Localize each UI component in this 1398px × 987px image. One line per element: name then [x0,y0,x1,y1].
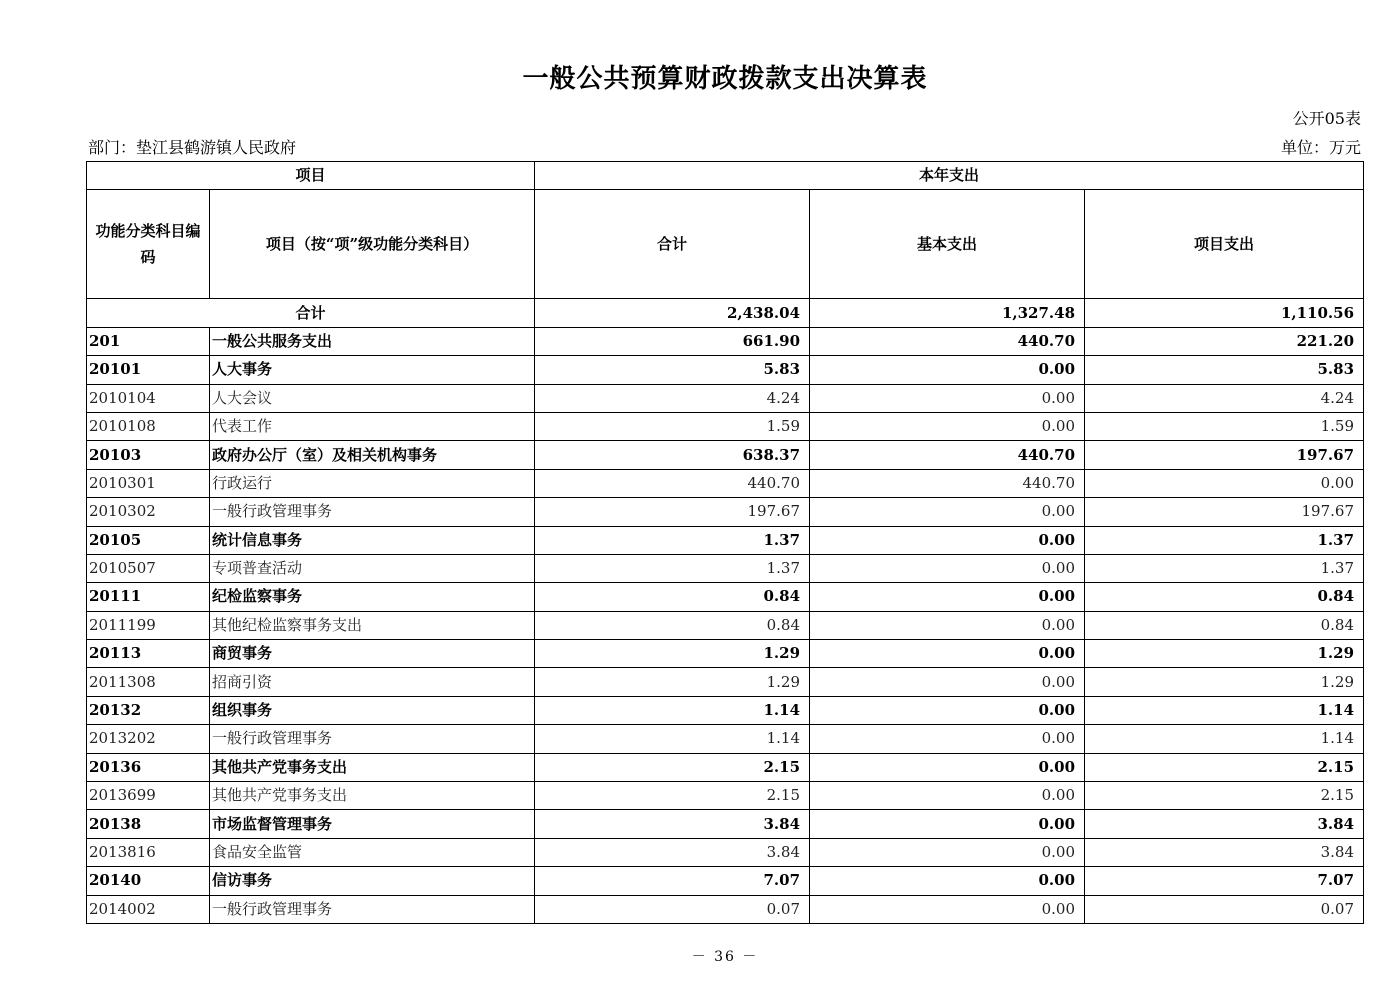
row-basic: 0.00 [810,753,1085,781]
row-total: 1.59 [535,412,810,440]
table-row [87,498,1364,526]
row-basic: 0.00 [810,696,1085,724]
row-total: 2.15 [535,753,810,781]
row-name: 招商引资 [210,668,535,696]
row-project: 0.00 [1085,469,1364,497]
row-code: 2010507 [87,554,210,582]
row-code: 201 [87,327,210,355]
row-name: 市场监督管理事务 [210,810,535,838]
row-basic: 0.00 [810,583,1085,611]
row-basic: 0.00 [810,412,1085,440]
row-project: 5.83 [1085,356,1364,384]
row-project: 7.07 [1085,867,1364,895]
row-project: 0.84 [1085,583,1364,611]
row-code: 20138 [87,810,210,838]
table-row [87,725,1364,753]
table-row [87,753,1364,781]
table-row [87,356,1364,384]
table-row [87,696,1364,724]
header-year-expense: 本年支出 [535,162,1364,190]
table-row [87,611,1364,639]
header-total: 合计 [535,190,810,299]
row-code: 20136 [87,753,210,781]
row-project: 221.20 [1085,327,1364,355]
table-row [87,384,1364,412]
row-total: 5.83 [535,356,810,384]
row-total: 661.90 [535,327,810,355]
row-basic: 0.00 [810,895,1085,923]
row-total: 440.70 [535,469,810,497]
row-basic: 0.00 [810,498,1085,526]
row-code: 2013202 [87,725,210,753]
row-basic: 0.00 [810,867,1085,895]
row-basic: 0.00 [810,356,1085,384]
row-project: 1.59 [1085,412,1364,440]
row-name: 行政运行 [210,469,535,497]
row-basic: 0.00 [810,384,1085,412]
row-name: 信访事务 [210,867,535,895]
row-total: 0.84 [535,583,810,611]
row-project: 0.07 [1085,895,1364,923]
row-basic: 0.00 [810,640,1085,668]
total-basic: 1,327.48 [810,299,1085,327]
row-basic: 440.70 [810,469,1085,497]
header-name: 项目（按“项”级功能分类科目） [210,190,535,299]
row-basic: 0.00 [810,810,1085,838]
row-code: 2010104 [87,384,210,412]
row-total: 1.14 [535,696,810,724]
page-number: － 36 － [691,949,759,965]
row-total: 1.29 [535,640,810,668]
row-code: 20101 [87,356,210,384]
header-project-expense: 项目支出 [1085,190,1364,299]
row-name: 统计信息事务 [210,526,535,554]
row-basic: 0.00 [810,725,1085,753]
table-row [87,526,1364,554]
row-code: 20113 [87,640,210,668]
row-code: 2011308 [87,668,210,696]
form-number: 公开05表 [1292,109,1361,128]
row-project: 2.15 [1085,782,1364,810]
row-total: 4.24 [535,384,810,412]
row-name: 食品安全监管 [210,838,535,866]
row-project: 3.84 [1085,838,1364,866]
row-total: 638.37 [535,441,810,469]
row-code: 2010302 [87,498,210,526]
row-code: 2013816 [87,838,210,866]
row-basic: 0.00 [810,838,1085,866]
total-label: 合计 [87,299,535,327]
row-code: 20111 [87,583,210,611]
row-project: 197.67 [1085,441,1364,469]
row-name: 一般公共服务支出 [210,327,535,355]
row-project: 2.15 [1085,753,1364,781]
table-row [87,838,1364,866]
header-project-group: 项目 [87,162,535,190]
row-basic: 0.00 [810,526,1085,554]
row-total: 7.07 [535,867,810,895]
table-row [87,327,1364,355]
row-project: 1.29 [1085,668,1364,696]
row-name: 商贸事务 [210,640,535,668]
row-project: 1.37 [1085,554,1364,582]
row-code: 2011199 [87,611,210,639]
table-row [87,895,1364,923]
row-total: 3.84 [535,838,810,866]
row-basic: 0.00 [810,554,1085,582]
row-total: 2.15 [535,782,810,810]
department-label: 部门：垫江县鹤游镇人民政府 [88,138,297,157]
row-code: 20140 [87,867,210,895]
row-code: 2010301 [87,469,210,497]
row-total: 1.29 [535,668,810,696]
row-basic: 0.00 [810,668,1085,696]
row-name: 其他纪检监察事务支出 [210,611,535,639]
header-basic: 基本支出 [810,190,1085,299]
row-name: 代表工作 [210,412,535,440]
row-project: 3.84 [1085,810,1364,838]
row-project: 1.29 [1085,640,1364,668]
table-row [87,469,1364,497]
row-total: 0.84 [535,611,810,639]
unit-label: 单位：万元 [1280,138,1361,157]
row-basic: 0.00 [810,611,1085,639]
row-total: 0.07 [535,895,810,923]
table-row [87,412,1364,440]
row-name: 政府办公厅（室）及相关机构事务 [210,441,535,469]
table-row [87,810,1364,838]
row-code: 2013699 [87,782,210,810]
row-project: 1.37 [1085,526,1364,554]
row-name: 一般行政管理事务 [210,725,535,753]
document-title: 一般公共预算财政拨款支出决算表 [522,64,928,94]
row-name: 专项普查活动 [210,554,535,582]
row-name: 人大事务 [210,356,535,384]
row-basic: 440.70 [810,327,1085,355]
row-basic: 0.00 [810,782,1085,810]
table-row [87,867,1364,895]
table-row [87,441,1364,469]
row-project: 1.14 [1085,725,1364,753]
row-code: 20105 [87,526,210,554]
row-code: 20132 [87,696,210,724]
header-row-2 [87,190,1364,299]
row-total: 1.37 [535,526,810,554]
row-name: 其他共产党事务支出 [210,753,535,781]
row-project: 4.24 [1085,384,1364,412]
row-project: 1.14 [1085,696,1364,724]
total-row [87,299,1364,327]
row-name: 一般行政管理事务 [210,498,535,526]
row-total: 197.67 [535,498,810,526]
row-name: 其他共产党事务支出 [210,782,535,810]
table-row [87,782,1364,810]
header-code: 功能分类科目编码 [87,190,210,299]
table-row [87,583,1364,611]
row-code: 20103 [87,441,210,469]
total-project: 1,110.56 [1085,299,1364,327]
row-name: 纪检监察事务 [210,583,535,611]
row-project: 0.84 [1085,611,1364,639]
table-row [87,640,1364,668]
row-basic: 440.70 [810,441,1085,469]
table-row [87,668,1364,696]
row-total: 1.37 [535,554,810,582]
table-row [87,554,1364,582]
total-amount: 2,438.04 [535,299,810,327]
row-code: 2010108 [87,412,210,440]
row-code: 2014002 [87,895,210,923]
row-project: 197.67 [1085,498,1364,526]
row-total: 1.14 [535,725,810,753]
header-row-1 [87,162,1364,190]
row-name: 一般行政管理事务 [210,895,535,923]
expenditure-table [86,161,1364,924]
row-total: 3.84 [535,810,810,838]
row-name: 人大会议 [210,384,535,412]
row-name: 组织事务 [210,696,535,724]
